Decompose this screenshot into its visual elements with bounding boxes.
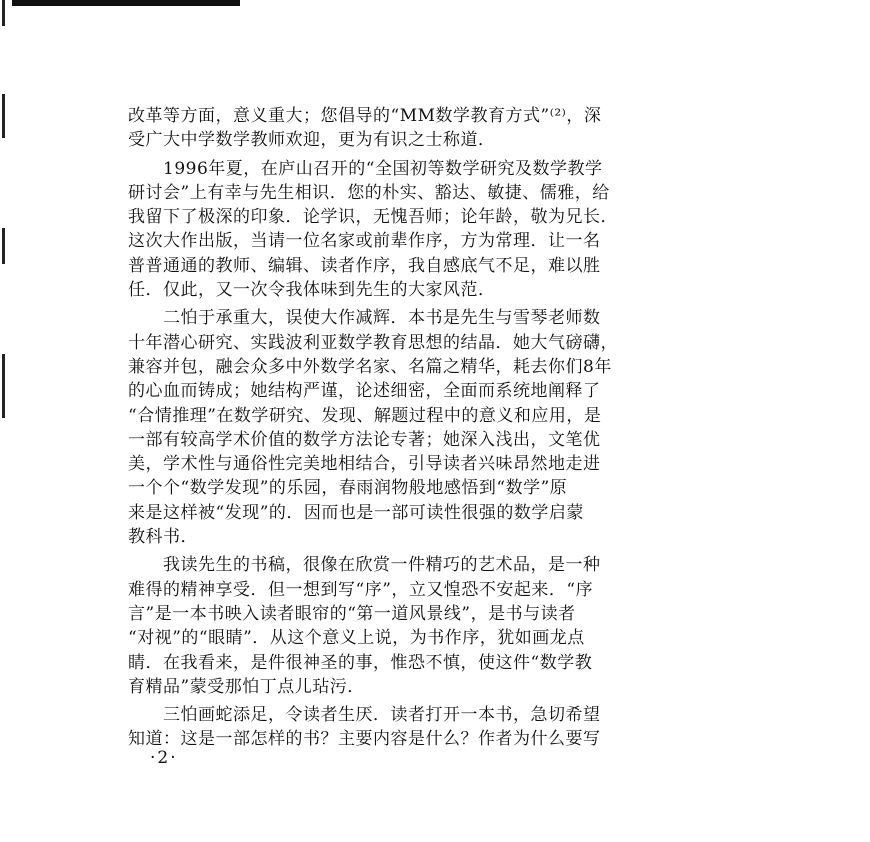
paragraph-2: 1996年夏，在庐山召开的“全国初等数学研究及数学教学 研讨会”上有幸与先生相识．您的朴实、豁达、敏捷、儒雅，给 我留下了极深的印象．论学识，无愧吾师；论年龄，敬为兄长． 这次大作出版，当请一位名家或前辈作序，方为常理．让一名 普普通通的教师、编辑、读者作序，我自感底气不足，难以胜 任．仅此，又一次令我体味到先生的大家风范． [128,158,618,301]
scan-edge-mark [2,0,5,26]
paragraph-3: 二怕于承重大，误使大作减辉．本书是先生与雪琴老师数 十年潜心研究、实践波利亚数学教育思想的结晶．她大气磅礴， 兼容并包，融会众多中外数学名家、名篇之精华，耗去你们8年 的心血而铸成；她结构严谨，论述细密，全面而系统地阐释了 “合情推理”在数学研究、发现、解题过程中的意义和应用，是 一部有较高学术价值的数学方法论专著；她深入浅出，文笔优 美，学术性与通俗性完美地相结合，引导读者兴味昂然地走进 一个个“数学发现”的乐园，春雨润物般地感悟到“数学”原 来是这样被“发现”的．因而也是一部可读性很强的数学启蒙 教科书． [128,308,618,548]
paragraph-1: 改革等方面，意义重大；您倡导的“MM数学教育方式”⁽²⁾，深 受广大中学数学教师欢迎，更为有识之士称道． [128,106,602,151]
scan-edge-mark [2,94,5,138]
scan-edge-mark [2,228,5,264]
scan-top-mark [12,0,240,6]
paragraph-4: 我读先生的书稿，很像在欣赏一件精巧的艺术品，是一种 难得的精神享受．但一想到写“序”，立又惶恐不安起来．“序 言”是一本书映入读者眼帘的“第一道风景线”，是书与读者 “对视”的“眼睛”．从这个意义上说，为书作序，犹如画龙点 睛．在我看来，是件很神圣的事，惟恐不慎，使这件“数学教 育精品”蒙受那怕丁点儿玷污． [128,555,601,697]
page-number: ·2· [150,748,178,768]
body-text [128,104,752,752]
paragraph-5: 三怕画蛇添足，令读者生厌．读者打开一本书，急切希望 知道：这是一部怎样的书？主要内容是什么？作者为什么要写 [128,705,601,750]
scan-edge-mark [2,354,5,418]
